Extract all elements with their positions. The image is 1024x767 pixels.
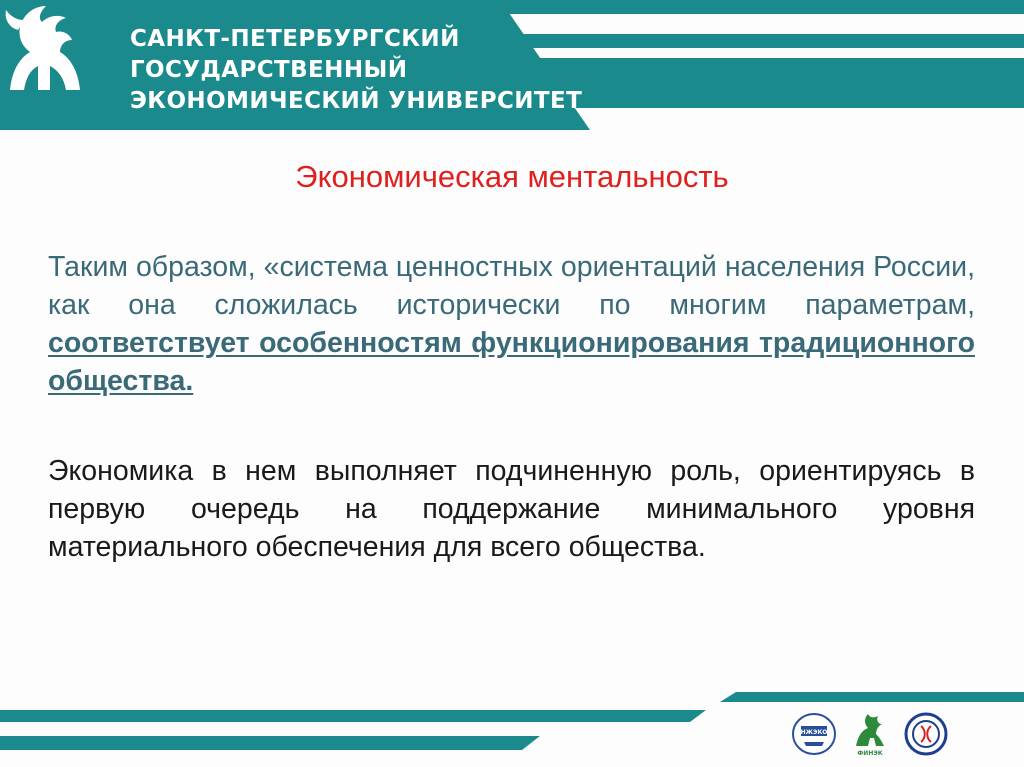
paragraph-1-emphasis: соответствует особенностям функционирования традиционного общества. bbox=[48, 327, 975, 397]
university-name-line-3: ЭКОНОМИЧЕСКИЙ УНИВЕРСИТЕТ bbox=[130, 88, 583, 114]
emblem-label: ИНЖЭКОН bbox=[795, 729, 833, 736]
slide-title: Экономическая ментальность bbox=[295, 159, 729, 194]
finec-logo-icon bbox=[848, 708, 892, 758]
header-band bbox=[0, 0, 1024, 130]
paragraph-1-text: Таким образом, «система ценностных ориентаций населения России, как она сложилась исторически по многим параметрам, bbox=[48, 251, 975, 321]
paragraph-1 bbox=[48, 248, 975, 400]
finec-label: ФИНЭК bbox=[857, 750, 883, 757]
university-name bbox=[130, 24, 582, 117]
griffin-icon bbox=[0, 0, 84, 96]
paragraph-2: Экономика в нем выполняет подчиненную роль, ориентируясь в первую очередь на поддержание минимального уровня материального обеспечения для всего общества. bbox=[48, 455, 975, 563]
university-name-line-2: ГОСУДАРСТВЕННЫЙ bbox=[130, 57, 408, 83]
university-name-line-1: САНКТ-ПЕТЕРБУРГСКИЙ bbox=[130, 26, 460, 52]
seal-icon bbox=[904, 712, 948, 756]
emblem-icon bbox=[792, 712, 836, 756]
